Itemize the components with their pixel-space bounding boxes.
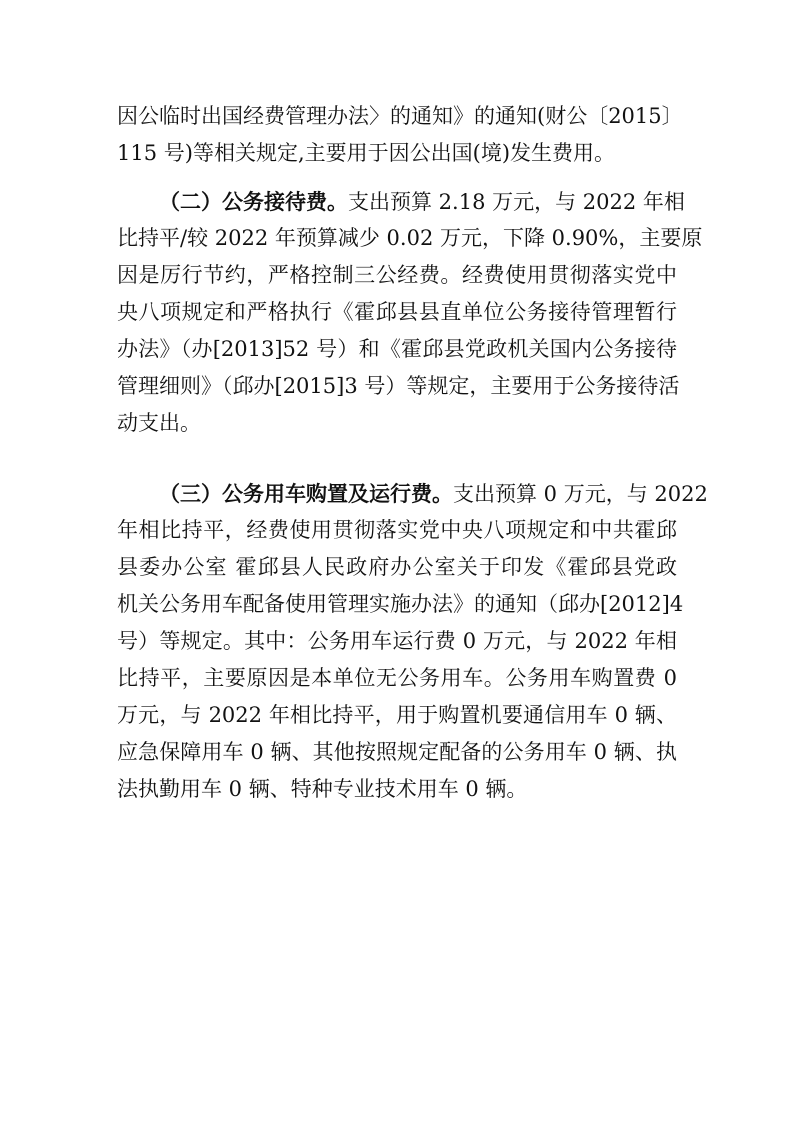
text-span: 支出预算 0 万元，与 2022 xyxy=(453,482,708,506)
text-line: 法执勤用车 0 辆、特种专业技术用车 0 辆。 xyxy=(117,777,528,801)
text-line xyxy=(117,183,685,220)
paragraph-continuation xyxy=(117,98,683,172)
text-line: 县委办公室 霍邱县人民政府办公室关于印发《霍邱县党政 xyxy=(117,555,677,579)
text-line: 比持平/较 2022 年预算减少 0.02 万元，下降 0.90%，主要原 xyxy=(117,226,703,250)
section-heading-vehicles: （三）公务用车购置及运行费。 xyxy=(159,481,453,506)
text-line: 应急保障用车 0 辆、其他按照规定配备的公务用车 0 辆、执 xyxy=(117,740,677,764)
text-line: 因是厉行节约，严格控制三公经费。经费使用贯彻落实党中 xyxy=(117,263,677,287)
text-line: 机关公务用车配备使用管理实施办法》的通知（邱办[2012]4 xyxy=(117,592,684,616)
text-line: 万元，与 2022 年相比持平，用于购置机要通信用车 0 辆、 xyxy=(117,703,677,727)
text-line: 央八项规定和严格执行《霍邱县县直单位公务接待管理暂行 xyxy=(117,300,677,324)
section-heading-reception: （二）公务接待费。 xyxy=(159,189,348,214)
text-line xyxy=(117,475,708,512)
text-span: 支出预算 2.18 万元，与 2022 年相 xyxy=(348,190,685,214)
text-line: 年相比持平，经费使用贯彻落实党中央八项规定和中共霍邱 xyxy=(117,518,677,542)
paragraph-vehicle-expenses xyxy=(117,475,708,808)
paragraph-reception-expenses xyxy=(117,183,703,442)
text-line: 因公临时出国经费管理办法〉的通知》的通知(财公〔2015〕 xyxy=(117,104,683,128)
text-line: 115 号)等相关规定,主要用于因公出国(境)发生费用。 xyxy=(117,141,616,165)
text-line: 比持平，主要原因是本单位无公务用车。公务用车购置费 0 xyxy=(117,666,677,690)
text-line: 管理细则》（邱办[2015]3 号）等规定，主要用于公务接待活 xyxy=(117,374,680,398)
text-line: 动支出。 xyxy=(117,411,201,435)
text-line: 办法》（办[2013]52 号）和《霍邱县党政机关国内公务接待 xyxy=(117,337,677,361)
text-line: 号）等规定。其中：公务用车运行费 0 万元，与 2022 年相 xyxy=(117,629,677,653)
